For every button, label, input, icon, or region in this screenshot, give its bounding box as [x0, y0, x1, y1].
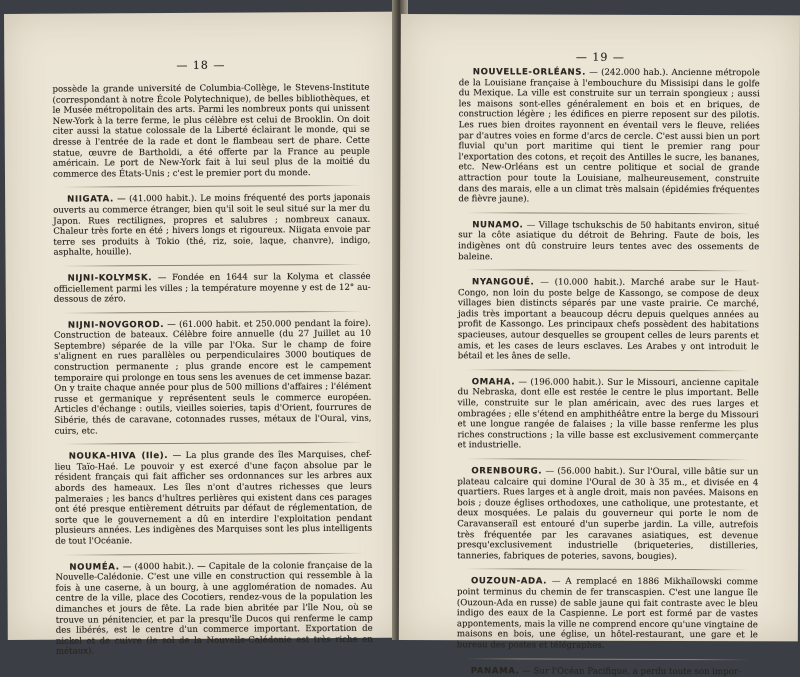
entry-noumea	[55, 560, 373, 657]
entry-nouvelle-orleans	[458, 67, 759, 206]
entry-text: — La plus grande des îles Marquises, chef-lieu Taïo-Haé. Le pouvoir y est exercé d'une façon absolue par le résident français qui fait afficher ses ordonnances sur les arbres aux abords des hameaux. Les îles n'ont d'autres richesses que leurs palmeraies ; les bancs d'huîtres perlières qui existent dans ces parages ont été presque entièrement détruits par défaut de réglementation, de sorte que le gouvernement a dû en interdire l'exploitation pendant plusieurs années. Les indigènes des Marquises sont les plus intelligents de tout l'Océanie.	[54, 449, 373, 547]
entry-heading: PANAMA.	[470, 665, 520, 676]
page-number: — 18 —	[176, 58, 226, 72]
divider	[62, 311, 363, 314]
entry-text: — (56.000 habit.). Sur l'Oural, ville bâtie sur un plateau calcaire qui domine l'Oural de 30 à 35 m., et divisée en 4 quartiers. Rues larges et à angle droit, mais non pavées. Maisons en bois ; douze églises orthodoxes, une catholique, une protestante, et deux mosquées. Le palais du gouverneur qui porte le nom de Caravanseraïl est entouré d'un superbe jardin. La ville, autrefois très fréquentée par les caravanes asiatiques, est devenue presqu'exclusivement industrielle (briqueteries, distilleries, tanneries, fabriques de poteries, savons, bougies).	[457, 466, 759, 562]
entry-heading: NUNAMO.	[472, 219, 524, 231]
entry-nunamo	[458, 220, 759, 263]
entry-heading: OMAHA.	[471, 377, 516, 388]
divider	[62, 264, 363, 267]
entry-heading: NIIGATA.	[67, 194, 114, 205]
divider	[466, 212, 751, 214]
divider	[63, 442, 364, 445]
entry-text: possède la grande université de Columbia-Collège, le Stevens-Institute (correspondant à notre École Polytechnique), de belles bibliothèques, et le Musée métropolitain des arts. Parmi les nombreux ponts qui unissent New-York à la terre ferme, le plus célèbre est celui de Brooklin. On doit citer aussi la statue colossale de la Liberté éclairant le monde, qui se dresse à l'entrée de la rade et dont le flambeau sert de phare. Cette statue, œuvre de Bartholdi, a été offerte par la France au peuple américain. Le port de New-York fait à lui seul plus de la moitié du commerce des États-Unis ; c'est le premier port du monde.	[52, 82, 370, 180]
entry-nijni-kolymsk	[54, 272, 371, 306]
divider	[466, 369, 751, 371]
left-page	[4, 12, 401, 658]
entry-omaha	[457, 377, 758, 452]
left-column	[4, 83, 400, 658]
entry-text: — (4000 habit.). — Capitale de la colonie française de la Nouvelle-Calédonie. C'est une ville en construction qui ressemble à la fois à une caserne, à un bourg, à une agglomération de nomades. Au centre de la ville, place des Cocotiers, rendez-vous de la population les dimanches et jours de fête. La rade bien abritée par l'île Nou, où se trouve un pénitencier, et par la presqu'île Ducos qui renferme le camp des libérés, est le centre d'un commerce important. Exportation de nickel et de cuivre (le sol de la Nouvelle-Calédonie est très riche en métaux).	[55, 560, 373, 658]
entry-heading: NIJNI-NOVGOROD.	[67, 319, 165, 331]
divider	[465, 658, 750, 660]
entry-text: — (242.000 hab.). Ancienne métropole de la Louisiane française à l'embouchure du Missisipi dans le golfe du Mexique. La ville est construite sur un terrain spongieux ; aussi les maisons sont-elles généralement en bois et en briques, de construction légère ; les édifices en pierre reposent sur des pilotis. Les rues bien droites rayonnent en éventail vers le fleuve, reliées par d'autres voies en forme d'arcs de cercle. C'est aussi bien un port fluvial qu'un port maritime qui tient le premier rang pour l'exportation des cotons, et reçoit des Antilles le sucre, les bananes, etc. New-Orléans est un centre politique et social de grande attraction pour toute la Louisiane, malheureusement, construite dans des marais, elle a un climat très malsain (épidémies fréquentes de fièvre jaune).	[458, 67, 760, 205]
entry-text: — Fondée en 1644 sur la Kolyma et classée officiellement parmi les villes ; la température moyenne y est de 12° au-dessous de zéro.	[53, 271, 371, 305]
entry-niigata	[53, 193, 370, 258]
entry-text: — (10.000 habit.). Marché arabe sur le Haut-Congo, non loin du poste belge de Kassongo, se compose de deux villages bien distincts séparés par une vaste prairie. Ce marché, jadis très important a beaucoup décru depuis quelques années au profit de Kassongo. Les principaux chefs possèdent des habitations spacieuses, autour desquelles se groupent celles de leurs parents et amis, et les cases de leurs esclaves. Les Arabes y ont introduit le bétail et les ânes de selle.	[457, 277, 760, 362]
entry-panama	[457, 666, 758, 677]
divider	[63, 552, 364, 555]
entry-heading: OUZOUN-ADA.	[471, 576, 548, 587]
entry-text: — Village tschukschis de 50 habitants environ, situé sur la côte asiatique du détroit de Behring. Faute de bois, les indigènes ont dû construire leurs tentes avec des ossements de baleine.	[458, 220, 760, 262]
entry-new-york-cont	[52, 83, 370, 180]
entry-nyangoue	[458, 277, 759, 363]
divider	[466, 269, 751, 271]
entry-orenbourg	[457, 466, 758, 562]
entry-nouka-hiva	[55, 450, 373, 547]
right-page	[399, 14, 800, 677]
entry-heading: NOUVELLE-ORLÉANS.	[472, 67, 586, 78]
entry-heading: NOUMÉA.	[69, 561, 120, 573]
entry-text: — A remplacé en 1886 Mikhaïlowski comme point terminus du chemin de fer transcaspien. C'est une langue île (Ouzoun-Ada en russe) de sable jaune qui fait contraste avec le bleu indigo des eaux de la Caspienne. Le port est formé par de vastes appontements, mais la ville ne comprend encore qu'une vingtaine de maisons en bois, une église, un hôtel-restaurant, une gare et le bureau des postes et télégraphes.	[456, 576, 759, 651]
divider	[465, 569, 750, 571]
entry-heading: NIJNI-KOLYMSK.	[67, 273, 153, 284]
entry-text: — (61.000 habit. et 250.000 pendant la foire). Construction de bateaux. Célèbre foire annuelle (du 27 Juillet au 10 Septembre) séparée de la ville par l'Oka. Sur le champ de foire s'alignent en rues parallèles ou perpendiculaires 3000 boutiques de construction permanente ; plus grande encore est le campement temporaire qui prolonge en tous sens les avenues de cet immense bazar. On y traite chaque année pour plus de 500 millions d'affaires ; l'élément russe et germanique y représentent seuls le commerce européen. Articles d'échange : outils, vieilles soieries, tapis d'Orient, fourrures de Sibérie, thés de caravane, cotonnades russes, métaux de l'Oural, vins, cuirs, etc.	[53, 318, 372, 437]
entry-ouzoun-ada	[457, 577, 758, 652]
entry-nijni-novgorod	[54, 318, 372, 436]
entry-heading: NOUKA-HIVA (Ile).	[68, 451, 169, 462]
entry-heading: NYANGOUÉ.	[472, 277, 535, 288]
divider	[465, 458, 750, 460]
right-column	[399, 67, 800, 677]
entry-text: — (41.000 habit.). Le moins fréquenté des ports japonais ouverts au commerce étranger, bien qu'il soit le seul situé sur la mer du Japon. Rues rectilignes, propres et salubres ; nombreux canaux. Chaleur très forte en été ; hivers longs et rigoureux. Niigata envoie par terre ses produits à Tokio (thé, riz, soie, laque, chanvre), indigo, asphalte, houille).	[53, 193, 371, 259]
entry-text: — Sur l'Océan Pacifique, a perdu toute son impor-	[522, 665, 741, 677]
entry-text: — (196.000 habit.). Sur le Missouri, ancienne capitale du Nebraska, dont elle est restée le centre le plus important. Belle ville, construite sur le plan américain, avec des rues larges et ombragées ; elle s'étend en amphithéâtre entre la berge du Missouri et une longue rangée de falaises ; la ville basse renferme les plus riches constructions ; la ville basse est exclusivement commerçante et industrielle.	[457, 377, 759, 451]
divider	[61, 185, 362, 188]
page-number: — 19 —	[575, 50, 625, 64]
entry-heading: ORENBOURG.	[471, 466, 543, 477]
